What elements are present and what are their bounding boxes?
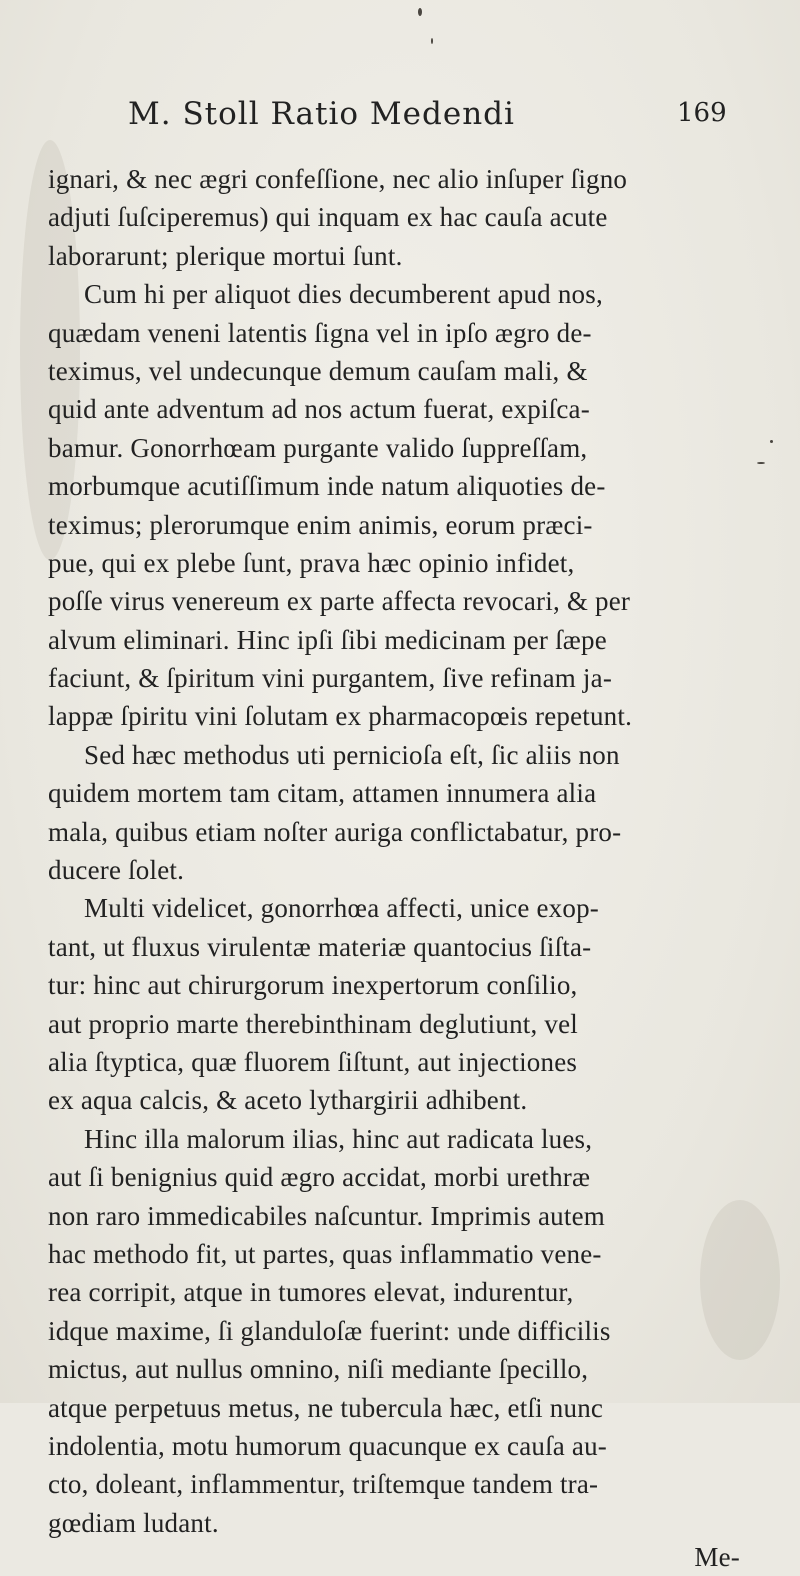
text-line: lappæ ſpiritu vini ſolutam ex pharmacopœis repetunt. bbox=[48, 701, 633, 732]
text-line: non raro immedicabiles naſcuntur. Imprimis autem bbox=[48, 1200, 605, 1231]
text-line: Multi videlicet, gonorrhœa affecti, unice exop- bbox=[84, 893, 599, 924]
text-line: alvum eliminari. Hinc ipſi ſibi medicinam per ſæpe bbox=[48, 624, 607, 655]
text-line: atque perpetuus metus, ne tubercula hæc, etſi nunc bbox=[48, 1392, 604, 1423]
text-line: hac methodo fit, ut partes, quas inflammatio vene- bbox=[48, 1238, 602, 1269]
text-line: tant, ut fluxus virulentæ materiæ quantocius ſiſta- bbox=[48, 931, 592, 962]
text-line: mictus, aut nullus omnino, niſi mediante ſpecillo, bbox=[48, 1354, 589, 1385]
ink-speck bbox=[418, 8, 422, 16]
text-line: teximus, vel undecunque demum cauſam mali, & bbox=[48, 355, 588, 386]
text-line: indolentia, motu humorum quacunque ex cauſa au- bbox=[48, 1430, 607, 1461]
text-line: quidem mortem tam citam, attamen innumera alia bbox=[48, 778, 597, 809]
page-header bbox=[0, 96, 800, 146]
text-line: laborarunt; plerique mortui ſunt. bbox=[48, 240, 403, 271]
text-line: pue, qui ex plebe ſunt, prava hæc opinio infidet, bbox=[48, 547, 575, 578]
ink-speck bbox=[431, 38, 433, 44]
text-line: teximus; plerorumque enim animis, eorum præci- bbox=[48, 509, 593, 540]
text-line: mala, quibus etiam noſter auriga conflictabatur, pro- bbox=[48, 816, 622, 847]
text-line: adjuti ſuſciperemus) qui inquam ex hac cauſa acute bbox=[48, 202, 608, 233]
text-line: ex aqua calcis, & aceto lythargirii adhibent. bbox=[48, 1085, 528, 1116]
running-head: M. Stoll Ratio Medendi bbox=[128, 96, 515, 132]
text-line: morbumque acutiſſimum inde natum aliquoties de- bbox=[48, 471, 606, 502]
page-number: 169 bbox=[677, 98, 727, 128]
text-line: rea corripit, atque in tumores elevat, indurentur, bbox=[48, 1277, 574, 1308]
text-line: idque maxime, ſi glanduloſæ fuerint: unde difficilis bbox=[48, 1315, 611, 1346]
text-line: faciunt, & ſpiritum vini purgantem, ſive refinam ja- bbox=[48, 663, 613, 694]
text-line: Sed hæc methodus uti pernicioſa eſt, ſic aliis non bbox=[84, 739, 620, 770]
text-line: Hinc illa malorum ilias, hinc aut radicata lues, bbox=[84, 1123, 593, 1154]
text-line: cto, doleant, inflammentur, triſtemque tandem tra- bbox=[48, 1469, 599, 1500]
text-line: gœdiam ludant. bbox=[48, 1507, 219, 1538]
text-line: aut proprio marte therebinthinam deglutiunt, vel bbox=[48, 1008, 578, 1039]
text-line: quid ante adventum ad nos actum fuerat, expiſca- bbox=[48, 394, 590, 425]
ink-speck bbox=[757, 462, 765, 464]
text-line: tur: hinc aut chirurgorum inexpertorum conſilio, bbox=[48, 970, 578, 1001]
ink-speck bbox=[770, 440, 773, 443]
text-line: Cum hi per aliquot dies decumberent apud nos, bbox=[84, 279, 603, 310]
body-text bbox=[48, 160, 748, 1576]
text-line: aut ſi benignius quid ægro accidat, morbi urethræ bbox=[48, 1162, 591, 1193]
text-line: ignari, & nec ægri confeſſione, nec alio inſuper ſigno bbox=[48, 164, 628, 194]
catchword: Me- bbox=[694, 1542, 740, 1573]
text-line: bamur. Gonorrhœam purgante valido ſuppreſſam, bbox=[48, 432, 588, 463]
text-line: alia ſtyptica, quæ fluorem ſiſtunt, aut injectiones bbox=[48, 1046, 578, 1077]
text-line: poſſe virus venereum ex parte affecta revocari, & per bbox=[48, 586, 631, 617]
text-line: quædam veneni latentis ſigna vel in ipſo ægro de- bbox=[48, 317, 592, 348]
text-line: ducere ſolet. bbox=[48, 855, 185, 886]
